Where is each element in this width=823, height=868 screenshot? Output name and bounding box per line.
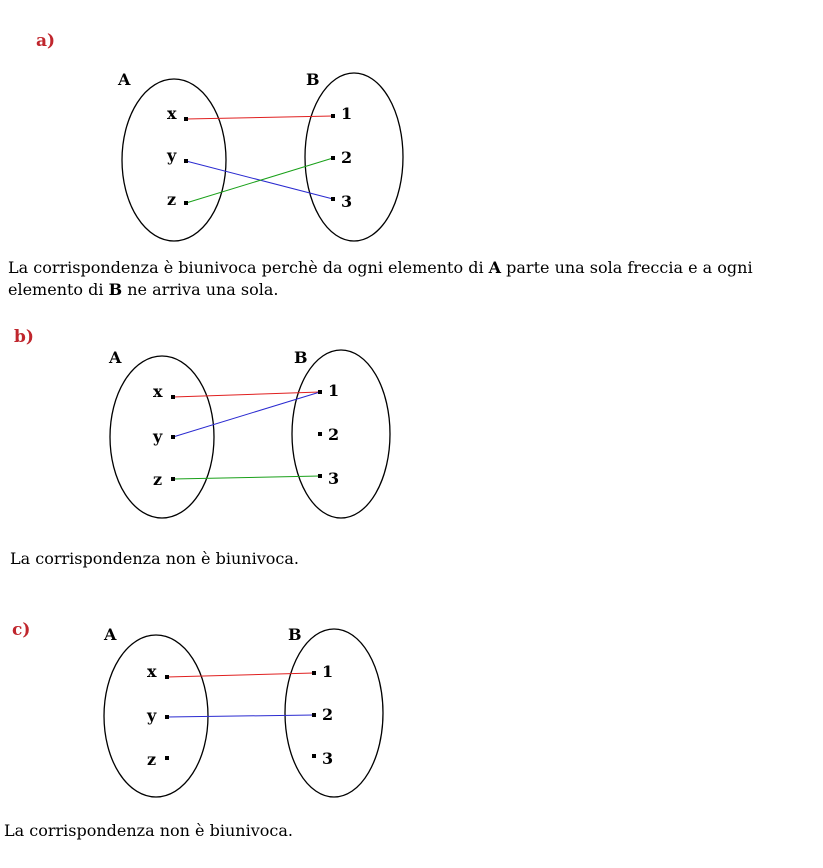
set-b-point-3 (331, 197, 335, 201)
set-b-element-2: 2 (328, 425, 340, 444)
set-a-point-z (171, 477, 175, 481)
caption-a (8, 257, 788, 301)
part-label-b: b) (14, 327, 34, 347)
set-a-element-x: x (167, 104, 177, 123)
set-a-point-z (165, 756, 169, 760)
set-b-element-2: 2 (322, 705, 334, 724)
part-label-c: c) (12, 620, 31, 640)
arrow-y-to-1 (173, 392, 320, 437)
set-b-element-3: 3 (341, 192, 353, 211)
set-b-label: B (288, 625, 302, 644)
set-a-element-x: x (147, 662, 157, 681)
set-a-point-y (165, 715, 169, 719)
set-b-ellipse (292, 350, 390, 518)
set-b-point-2 (312, 713, 316, 717)
set-a-element-z: z (167, 190, 177, 209)
caption-a-text-2: parte una sola freccia e a ogni elemento di (8, 258, 753, 299)
caption-a-text-1: La corrispondenza è biunivoca perchè da ogni elemento di (8, 258, 489, 277)
set-a-point-z (184, 201, 188, 205)
caption-c: La corrispondenza non è biunivoca. (4, 821, 293, 840)
set-b-point-1 (318, 390, 322, 394)
set-b-element-3: 3 (328, 469, 340, 488)
arrow-x-to-1 (167, 673, 314, 677)
set-b-element-3: 3 (322, 749, 334, 768)
arrow-z-to-3 (173, 476, 320, 479)
set-a-element-z: z (147, 750, 157, 769)
diagram-c (12, 620, 383, 797)
set-a-element-x: x (153, 382, 163, 401)
part-label-a: a) (36, 31, 56, 51)
set-a-point-x (171, 395, 175, 399)
set-a-element-y: y (147, 706, 157, 725)
diagram-a (36, 31, 403, 241)
set-b-element-1: 1 (322, 662, 334, 681)
set-a-point-x (165, 675, 169, 679)
caption-b: La corrispondenza non è biunivoca. (10, 549, 299, 568)
set-b-label: B (306, 70, 320, 89)
set-b-point-1 (331, 114, 335, 118)
set-b-element-1: 1 (328, 381, 340, 400)
set-b-point-3 (318, 474, 322, 478)
set-a-element-z: z (153, 470, 163, 489)
set-b-ellipse (285, 629, 383, 797)
set-a-element-y: y (153, 427, 163, 446)
set-b-element-1: 1 (341, 104, 353, 123)
set-a-element-y: y (167, 146, 177, 165)
set-b-point-1 (312, 671, 316, 675)
arrow-y-to-2 (167, 715, 314, 717)
set-b-point-2 (331, 156, 335, 160)
caption-a-set-b: B (108, 280, 123, 299)
diagram-b (14, 327, 390, 518)
set-b-point-2 (318, 432, 322, 436)
caption-a-set-a: A (488, 258, 502, 277)
set-b-element-2: 2 (341, 148, 353, 167)
set-a-label: A (118, 70, 131, 89)
set-b-ellipse (305, 73, 403, 241)
set-a-point-y (184, 159, 188, 163)
set-a-label: A (109, 348, 122, 367)
set-b-label: B (294, 348, 308, 367)
caption-a-text-3: ne arriva una sola. (122, 280, 279, 299)
set-a-point-x (184, 117, 188, 121)
set-a-point-y (171, 435, 175, 439)
set-b-point-3 (312, 754, 316, 758)
set-a-label: A (104, 625, 117, 644)
